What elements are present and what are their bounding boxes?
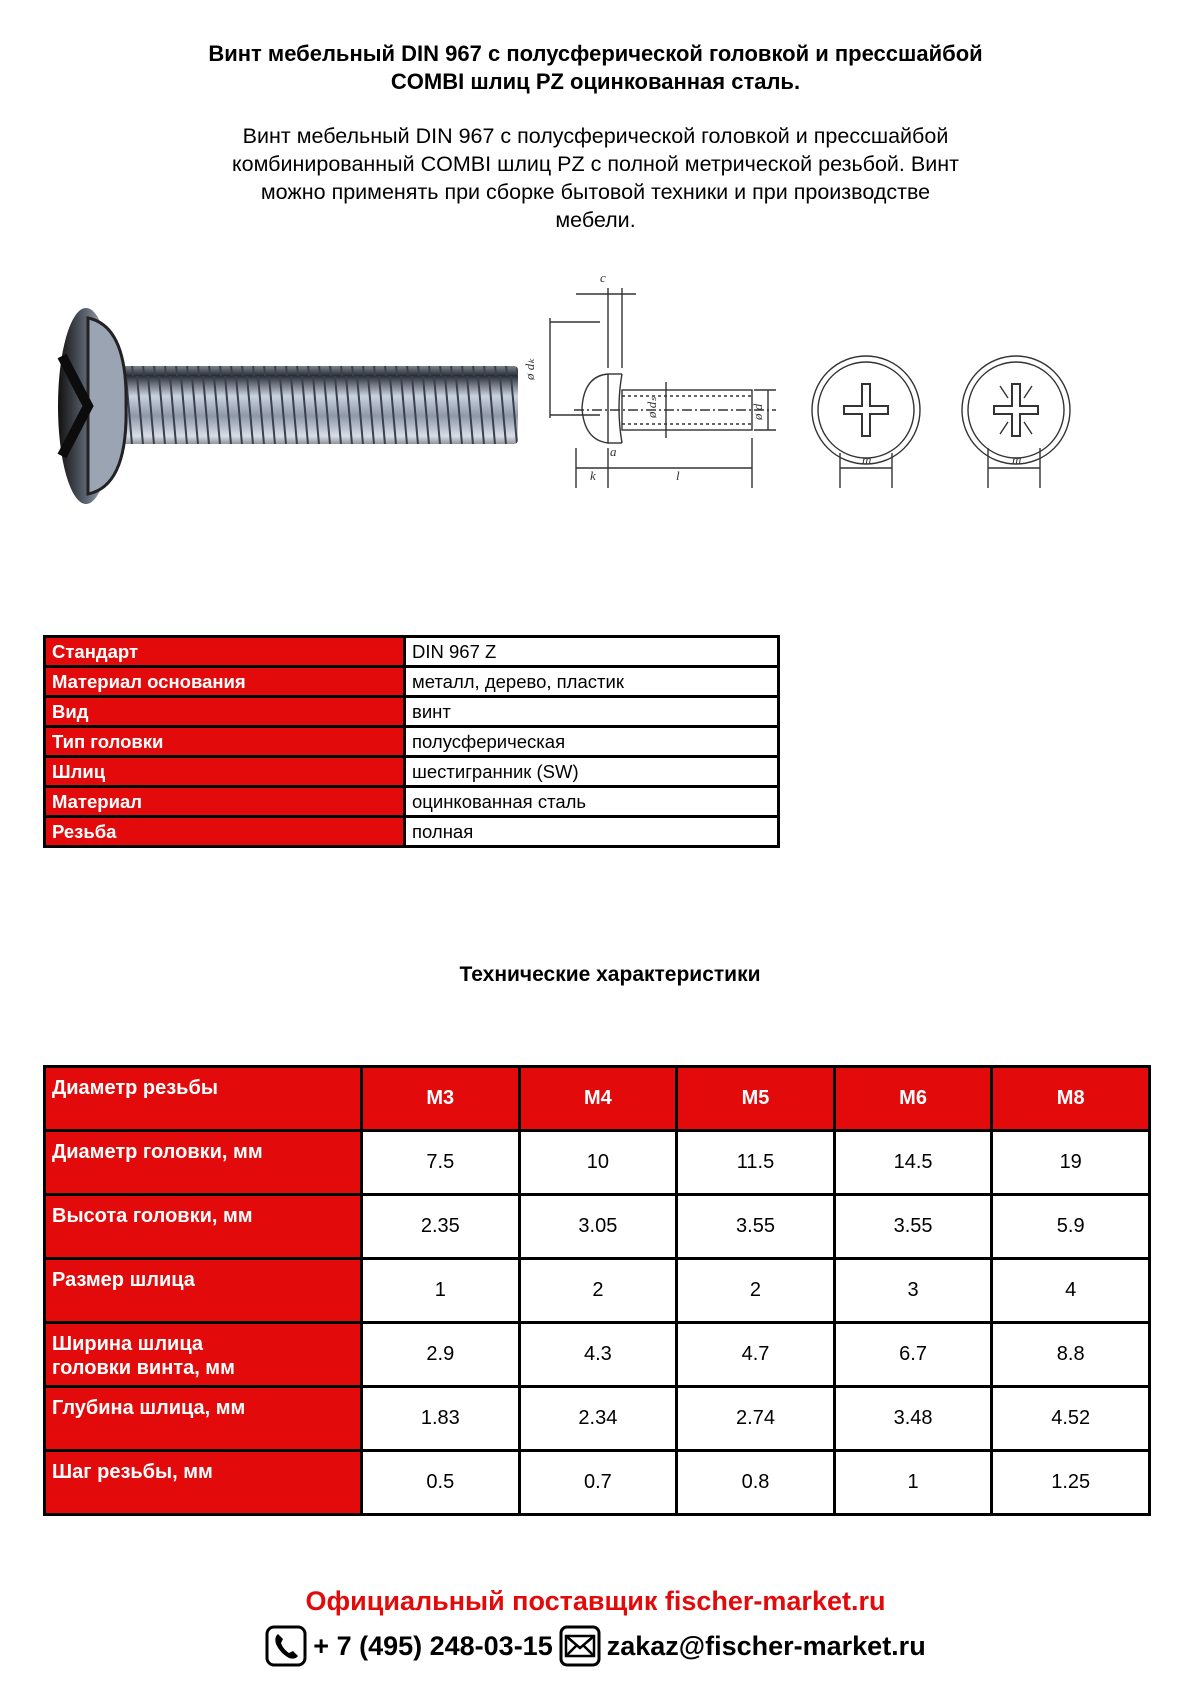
intro-line-2: комбинированный COMBI шлиц PZ с полной метрической резьбой. Винт [232, 152, 959, 176]
title-line-1: Винт мебельный DIN 967 с полусферической головкой и прессшайбой [208, 41, 983, 66]
property-row [45, 637, 779, 667]
spec-value: 4 [992, 1259, 1150, 1323]
spec-value: 2.34 [519, 1387, 677, 1451]
spec-value: 19 [992, 1131, 1150, 1195]
intro-line-4: мебели. [555, 208, 636, 232]
spec-value: 10 [519, 1131, 677, 1195]
spec-value: 2 [519, 1259, 677, 1323]
spec-value: 6.7 [834, 1323, 992, 1387]
size-header: M4 [519, 1067, 677, 1131]
spec-label-line-1: Высота головки, мм [52, 1205, 253, 1227]
spec-value: 4.7 [677, 1323, 835, 1387]
spec-label-line-1: Шаг резьбы, мм [52, 1461, 213, 1483]
contact-line [0, 1622, 1191, 1670]
property-row [45, 667, 779, 697]
property-value: полная [405, 817, 779, 847]
spec-label [45, 1451, 362, 1515]
spec-value: 2 [677, 1259, 835, 1323]
property-label: Материал [45, 787, 405, 817]
email-link[interactable]: zakaz@fischer-market.ru [606, 1630, 926, 1661]
specs-title: Технические характеристики [459, 963, 761, 986]
spec-label [45, 1131, 362, 1195]
phone-number[interactable]: + 7 (495) 248-03-15 [313, 1630, 553, 1661]
specs-header-label: Диаметр резьбы [45, 1067, 362, 1131]
specs-header-row [45, 1067, 1150, 1131]
property-row [45, 757, 779, 787]
spec-value: 2.35 [362, 1195, 520, 1259]
spec-value: 3.05 [519, 1195, 677, 1259]
property-label: Тип головки [45, 727, 405, 757]
spec-label [45, 1323, 362, 1387]
specs-row [45, 1387, 1150, 1451]
property-value: металл, дерево, пластик [405, 667, 779, 697]
spec-label-line-1: Размер шлица [52, 1269, 195, 1291]
spec-value: 3.48 [834, 1387, 992, 1451]
phone-icon [265, 1625, 307, 1667]
specs-row [45, 1451, 1150, 1515]
property-value: полусферическая [405, 727, 779, 757]
dim-m-2: m [1012, 452, 1022, 467]
property-label: Стандарт [45, 637, 405, 667]
spec-label [45, 1195, 362, 1259]
property-row [45, 727, 779, 757]
title-line-2: COMBI шлиц PZ оцинкованная сталь. [390, 69, 801, 94]
spec-value: 2.74 [677, 1387, 835, 1451]
screw-photo [48, 296, 518, 516]
dim-ds: ø dₛ [644, 396, 659, 418]
property-row [45, 697, 779, 727]
dim-k: k [590, 468, 596, 483]
spec-label-line-1: Диаметр головки, мм [52, 1141, 263, 1163]
property-value: DIN 967 Z [405, 637, 779, 667]
spec-label-line-1: Ширина шлица [52, 1333, 203, 1355]
spec-value: 1 [362, 1259, 520, 1323]
intro-text [170, 122, 1021, 234]
specs-table [43, 1065, 1151, 1516]
property-label: Шлиц [45, 757, 405, 787]
spec-value: 3 [834, 1259, 992, 1323]
spec-value: 0.7 [519, 1451, 677, 1515]
property-row [45, 817, 779, 847]
spec-value: 4.3 [519, 1323, 677, 1387]
spec-value: 2.9 [362, 1323, 520, 1387]
dim-m-1: m [862, 452, 872, 467]
specs-row [45, 1195, 1150, 1259]
dim-l: l [676, 468, 680, 483]
spec-value: 8.8 [992, 1323, 1150, 1387]
dim-a: a [610, 444, 617, 459]
property-label: Материал основания [45, 667, 405, 697]
spec-value: 4.52 [992, 1387, 1150, 1451]
intro-line-1: Винт мебельный DIN 967 с полусферической головкой и прессшайбой [242, 124, 949, 148]
dim-d: ø d [750, 403, 765, 420]
property-row [45, 787, 779, 817]
specs-row [45, 1259, 1150, 1323]
size-header: M6 [834, 1067, 992, 1131]
property-value: шестигранник (SW) [405, 757, 779, 787]
intro-line-3: можно применять при сборке бытовой техники и при производстве [260, 180, 931, 204]
spec-value: 1.25 [992, 1451, 1150, 1515]
property-label: Вид [45, 697, 405, 727]
envelope-icon [559, 1625, 601, 1667]
spec-label-line-1: Глубина шлица, мм [52, 1397, 246, 1419]
size-header: M5 [677, 1067, 835, 1131]
spec-value: 3.55 [834, 1195, 992, 1259]
spec-label-line-2: головки винта, мм [52, 1357, 235, 1379]
dim-dk: ø dₖ [522, 358, 537, 380]
spec-value: 1 [834, 1451, 992, 1515]
spec-value: 5.9 [992, 1195, 1150, 1259]
spec-value: 14.5 [834, 1131, 992, 1195]
specs-row [45, 1131, 1150, 1195]
property-value: оцинкованная сталь [405, 787, 779, 817]
spec-value: 0.8 [677, 1451, 835, 1515]
size-header: M3 [362, 1067, 520, 1131]
page-title [150, 40, 1041, 96]
specs-row [45, 1323, 1150, 1387]
spec-value: 11.5 [677, 1131, 835, 1195]
spec-value: 7.5 [362, 1131, 520, 1195]
supplier-text: Официальный поставщик fischer-market.ru [305, 1586, 886, 1616]
spec-label [45, 1259, 362, 1323]
technical-drawing [522, 270, 1146, 524]
size-header: M8 [992, 1067, 1150, 1131]
dim-c: c [600, 270, 606, 285]
spec-value: 0.5 [362, 1451, 520, 1515]
properties-table [43, 635, 780, 848]
spec-label [45, 1387, 362, 1451]
property-label: Резьба [45, 817, 405, 847]
spec-value: 1.83 [362, 1387, 520, 1451]
property-value: винт [405, 697, 779, 727]
spec-value: 3.55 [677, 1195, 835, 1259]
